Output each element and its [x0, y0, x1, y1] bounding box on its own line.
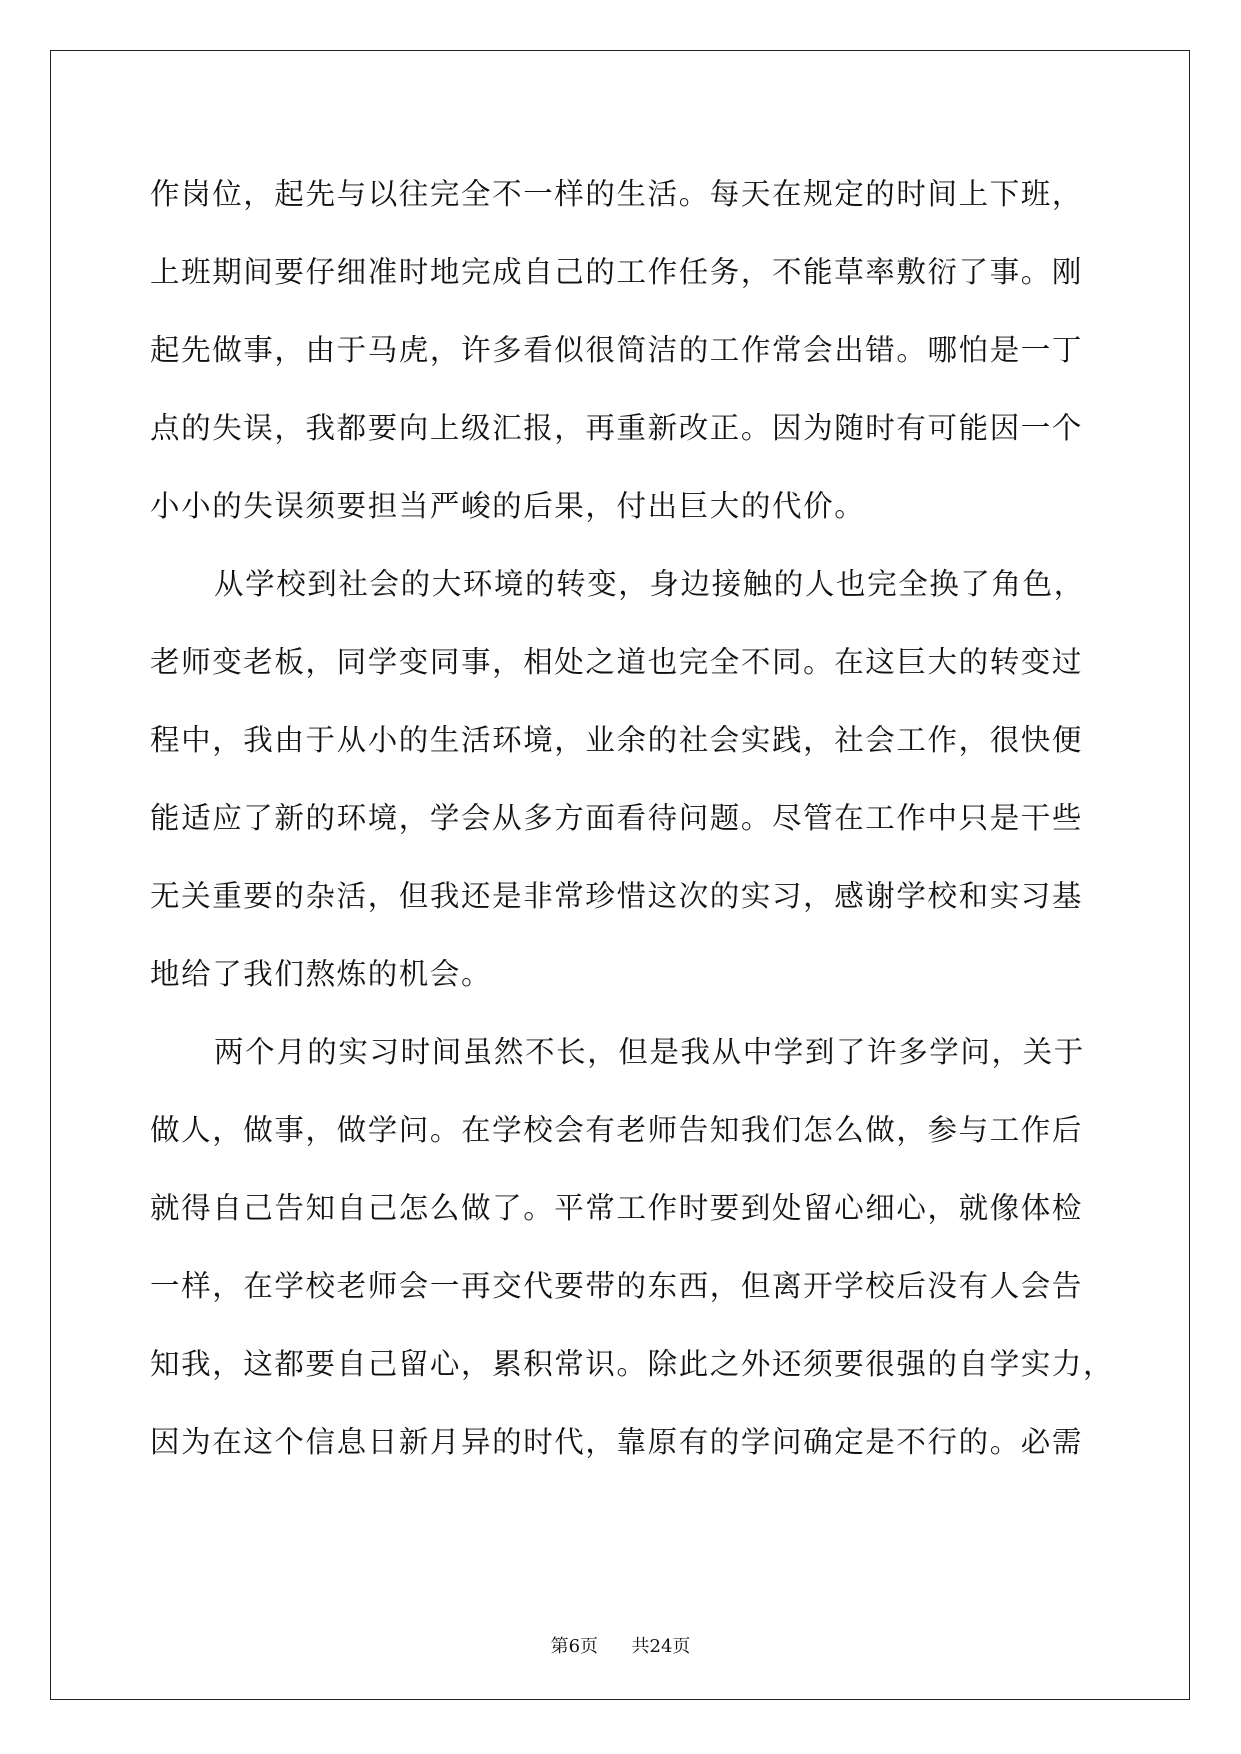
- document-body: [150, 155, 1115, 1481]
- page-footer: [0, 1632, 1241, 1658]
- text-line: 点的失误，我都要向上级汇报，再重新改正。因为随时有可能因一个: [150, 411, 1084, 445]
- text-line: 从学校到社会的大环境的转变，身边接触的人也完全换了角色，: [214, 567, 1085, 601]
- text-line: 两个月的实习时间虽然不长，但是我从中学到了许多学问，关于: [214, 1035, 1085, 1069]
- text-line: 作岗位，起先与以往完全不一样的生活。每天在规定的时间上下班，: [150, 177, 1084, 211]
- current-page-number: 第6页: [550, 1636, 599, 1657]
- text-line: 做人，做事，做学问。在学校会有老师告知我们怎么做，参与工作后: [150, 1113, 1084, 1147]
- text-line: 地给了我们熬炼的机会。: [150, 957, 493, 991]
- text-line: 上班期间要仔细准时地完成自己的工作任务，不能草率敷衍了事。刚: [150, 255, 1084, 289]
- total-page-count: 共24页: [631, 1636, 691, 1657]
- text-line: 起先做事，由于马虎，许多看似很简洁的工作常会出错。哪怕是一丁: [150, 333, 1084, 367]
- text-line: 就得自己告知自己怎么做了。平常工作时要到处留心细心，就像体检: [150, 1191, 1084, 1225]
- text-line: 知我，这都要自己留心，累积常识。除此之外还须要很强的自学实力，: [150, 1347, 1115, 1381]
- text-line: 老师变老板，同学变同事，相处之道也完全不同。在这巨大的转变过: [150, 645, 1084, 679]
- text-line: 程中，我由于从小的生活环境，业余的社会实践，社会工作，很快便: [150, 723, 1084, 757]
- text-line: 能适应了新的环境，学会从多方面看待问题。尽管在工作中只是干些: [150, 801, 1084, 835]
- text-line: 一样，在学校老师会一再交代要带的东西，但离开学校后没有人会告: [150, 1269, 1084, 1303]
- text-line: 因为在这个信息日新月异的时代，靠原有的学问确定是不行的。必需: [150, 1425, 1084, 1459]
- text-line: 无关重要的杂活，但我还是非常珍惜这次的实习，感谢学校和实习基: [150, 879, 1084, 913]
- text-line: 小小的失误须要担当严峻的后果，付出巨大的代价。: [150, 489, 866, 523]
